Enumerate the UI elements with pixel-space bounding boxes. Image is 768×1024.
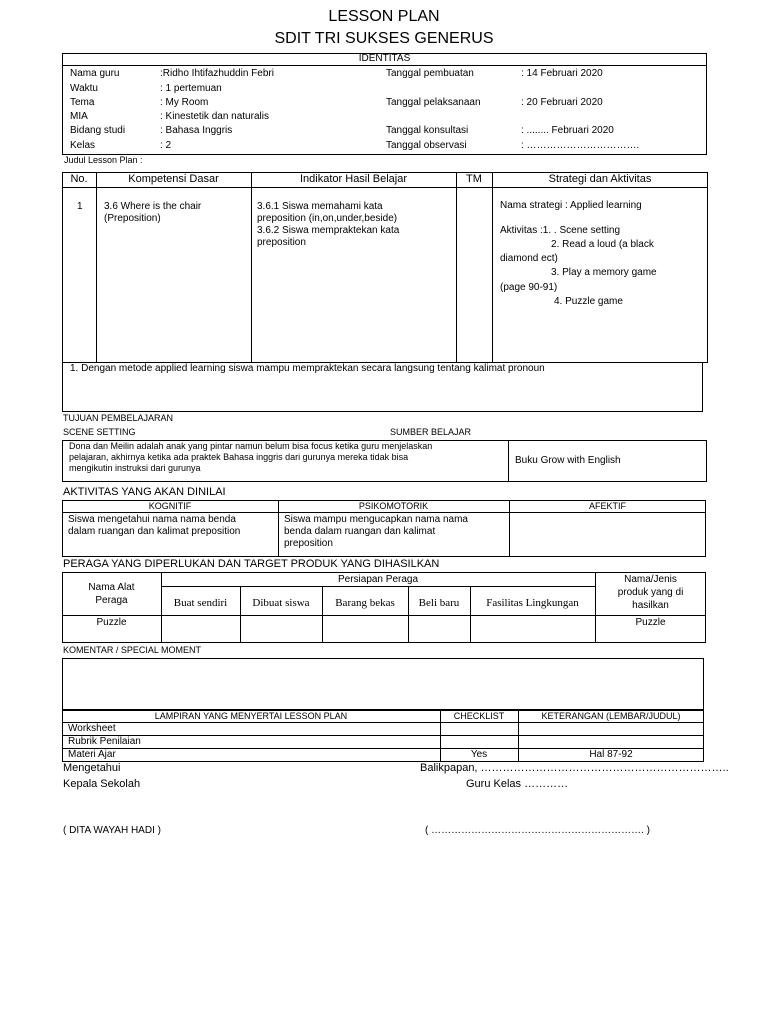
- value-mia: : Kinestetik dan naturalis: [160, 111, 269, 122]
- value-tanggal-konsultasi: : ........ Februari 2020: [521, 125, 614, 136]
- scene-setting-label: SCENE SETTING: [63, 427, 136, 437]
- persiapan-peraga: Persiapan Peraga: [337, 574, 419, 585]
- checklist-header: CHECKLIST: [453, 711, 505, 721]
- label-mia: MIA: [70, 111, 88, 122]
- guru-kelas-label: Guru Kelas …………: [466, 778, 569, 790]
- kepala-sekolah-name: ( DITA WAYAH HADI ): [63, 825, 161, 836]
- header-psikomotorik: PSIKOMOTORIK: [358, 501, 429, 511]
- value-tanggal-observasi: : …………………………….: [521, 140, 640, 151]
- produk-line-1: Nama/Jenis: [624, 574, 677, 585]
- header-no: No.: [70, 173, 88, 185]
- label-tanggal-konsultasi: Tanggal konsultasi: [386, 125, 469, 136]
- indikator-line-3: 3.6.2 Siswa mempraktekan kata: [257, 225, 400, 236]
- strategi-activity-2b: diamond ect): [500, 253, 558, 264]
- scene-line-1: Dona dan Meilin adalah anak yang pintar namun belum bisa focus ketika guru menjelaskan: [69, 441, 433, 451]
- nama-alat-line-1: Nama Alat: [88, 582, 135, 593]
- strategi-activity-2: 2. Read a loud (a black: [551, 239, 654, 250]
- lampiran-check-materi: Yes: [470, 749, 488, 760]
- lampiran-row-worksheet: Worksheet: [68, 723, 116, 734]
- row-produk-value: Puzzle: [635, 617, 666, 628]
- lampiran-ket-materi: Hal 87-92: [589, 749, 633, 760]
- komentar-box: [62, 658, 704, 710]
- judul-lesson-plan: Judul Lesson Plan :: [64, 155, 143, 165]
- header-tm: TM: [466, 173, 482, 185]
- col-beli-baru: Beli baru: [418, 597, 460, 609]
- tujuan-text: 1. Dengan metode applied learning siswa mampu mempraktekan secara langsung tentang kalimat pronoun: [70, 363, 545, 374]
- label-tanggal-pelaksanaan: Tanggal pelaksanaan: [386, 97, 481, 108]
- value-tanggal-pelaksanaan: : 20 Februari 2020: [521, 97, 603, 108]
- value-kelas: : 2: [160, 140, 172, 151]
- psikomotorik-line-3: preposition: [284, 538, 333, 549]
- komentar-label: KOMENTAR / SPECIAL MOMENT: [63, 645, 202, 655]
- psikomotorik-line-1: Siswa mampu mengucapkan nama nama: [284, 514, 468, 525]
- indikator-line-1: 3.6.1 Siswa memahami kata: [257, 201, 383, 212]
- aktivitas-label: AKTIVITAS YANG AKAN DINILAI: [63, 486, 226, 498]
- label-waktu: Waktu: [70, 83, 98, 94]
- value-bidang-studi: : Bahasa Inggris: [160, 125, 233, 136]
- produk-line-2: produk yang di: [617, 587, 684, 598]
- school-name: SDIT TRI SUKSES GENERUS: [274, 30, 494, 47]
- header-strategi: Strategi dan Aktivitas: [548, 173, 652, 185]
- guru-kelas-name: ( ………………………………………………………. ): [425, 825, 650, 836]
- lampiran-row-rubrik: Rubrik Penilaian: [68, 736, 141, 747]
- col-fasilitas-lingkungan: Fasilitas Lingkungan: [486, 597, 579, 609]
- tujuan-label: TUJUAN PEMBELAJARAN: [63, 413, 174, 423]
- col-dibuat-siswa: Dibuat siswa: [252, 597, 310, 609]
- label-kelas: Kelas: [70, 140, 96, 151]
- document-title: LESSON PLAN: [328, 8, 440, 25]
- label-nama-guru: Nama guru: [70, 68, 120, 79]
- strategi-activity-1: Aktivitas :1. . Scene setting: [500, 225, 621, 236]
- keterangan-header: KETERANGAN (LEMBAR/JUDUL): [541, 711, 681, 721]
- row-no: 1: [77, 201, 83, 212]
- row-alat-value: Puzzle: [96, 617, 127, 628]
- label-bidang-studi: Bidang studi: [70, 125, 126, 136]
- kepala-sekolah-label: Kepala Sekolah: [63, 778, 141, 790]
- header-kognitif: KOGNITIF: [148, 501, 192, 511]
- scene-line-3: mengikutin instruksi dari gurunya: [69, 463, 201, 473]
- lampiran-row-materi: Materi Ajar: [68, 749, 116, 760]
- header-afektif: AFEKTIF: [588, 501, 626, 511]
- kognitif-line-1: Siswa mengetahui nama nama benda: [68, 514, 236, 525]
- sumber-belajar-value: Buku Grow with English: [515, 455, 621, 466]
- label-tanggal-observasi: Tanggal observasi: [386, 140, 467, 151]
- label-tema: Tema: [70, 97, 95, 108]
- lampiran-header: LAMPIRAN YANG MENYERTAI LESSON PLAN: [154, 711, 348, 721]
- nama-alat-line-2: Peraga: [95, 595, 128, 606]
- kognitif-line-2: dalam ruangan dan kalimat preposition: [68, 526, 241, 537]
- place-date: Balikpapan, …………………………………………………………..: [420, 762, 729, 774]
- value-nama-guru: :Ridho Ihtifazhuddin Febri: [160, 68, 274, 79]
- mengetahui-label: Mengetahui: [63, 762, 121, 774]
- kd-line-1: 3.6 Where is the chair: [104, 201, 202, 212]
- header-kompetensi-dasar: Kompetensi Dasar: [128, 173, 219, 185]
- col-buat-sendiri: Buat sendiri: [173, 597, 228, 609]
- strategi-activity-3b: (page 90-91): [500, 282, 558, 293]
- indikator-line-4: preposition: [257, 237, 306, 248]
- col-barang-bekas: Barang bekas: [335, 597, 395, 609]
- indikator-line-2: preposition (in,on,under,beside): [257, 213, 398, 224]
- value-tanggal-pembuatan: : 14 Februari 2020: [521, 68, 603, 79]
- value-waktu: : 1 pertemuan: [160, 83, 222, 94]
- strategi-activity-3: 3. Play a memory game: [551, 267, 657, 278]
- strategi-name: Nama strategi : Applied learning: [500, 200, 642, 211]
- label-tanggal-pembuatan: Tanggal pembuatan: [386, 68, 474, 79]
- identitas-heading: IDENTITAS: [358, 53, 411, 64]
- peraga-label: PERAGA YANG DIPERLUKAN DAN TARGET PRODUK YANG DIHASILKAN: [63, 558, 440, 570]
- psikomotorik-line-2: benda dalam ruangan dan kalimat: [284, 526, 436, 537]
- strategi-activity-4: 4. Puzzle game: [554, 296, 623, 307]
- header-indikator: Indikator Hasil Belajar: [300, 173, 407, 185]
- kd-line-2: (Preposition): [104, 213, 161, 224]
- sumber-belajar-label: SUMBER BELAJAR: [390, 427, 472, 437]
- scene-line-2: pelajaran, akhirnya ketika ada praktek Bahasa inggris dari gurunya mereka tidak bisa: [69, 452, 409, 462]
- produk-line-3: hasilkan: [632, 600, 669, 611]
- value-tema: : My Room: [160, 97, 209, 108]
